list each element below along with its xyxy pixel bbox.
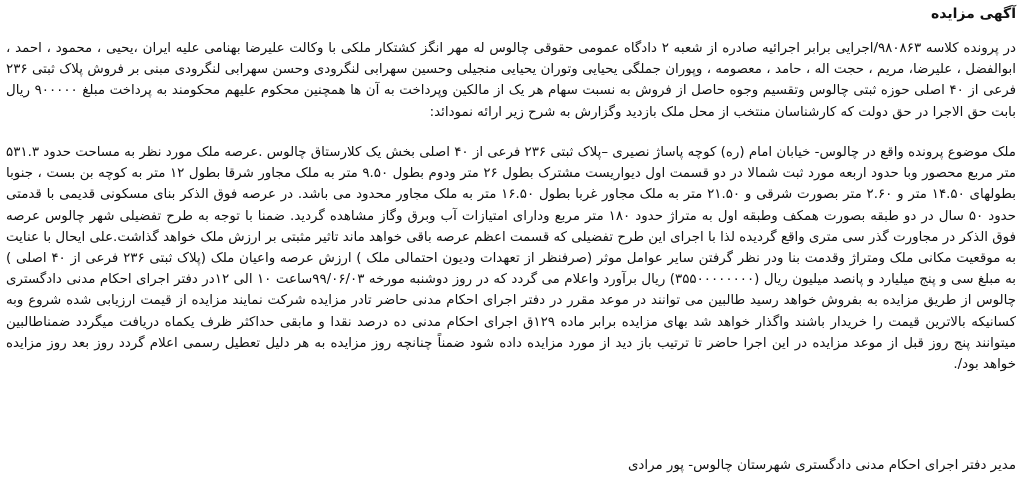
document-title: آگهی مزایده (930, 6, 1016, 22)
property-description-paragraph: ملک موضوع پرونده واقع در چالوس- خیابان امام (ره) کوچه پاساژ نصیری –پلاک ثبتی ۲۳۶ فرعی از ۴۰ اصلی بخش یک کلارستاق چالوس .عرصه ملک مورد نظر به مساحت حدود ۵۳۱.۳ متر مربع محصور وبا حدود اربعه مورد ثبت شمالا در دو قسمت اول دیواریست مشترک بطول ۲۶ متر ودوم بطول ۹.۵۰ متر به ملک مجاور شرقا بطول ۱۲ متر به کوچه بن بست ، جنوبا بطولهای ۱۴.۵۰ متر و ۲.۶۰ متر بصورت شرقی و ۲۱.۵۰ متر به ملک مجاور غربا بطول ۱۶.۵۰ متر به ملک مجاور محدود می باشد. در عرصه فوق الذکر بنای مسکونی قدیمی با قدمتی حدود ۵۰ سال در دو طبقه بصورت همکف وطبقه اول به متراژ حدود ۱۸۰ متر مربع ودارای امتیازات آب وبرق وگاز مشاهده گردید. ضمنا با توجه به طرح تفضیلی شهر چالوس عرصه فوق الذکر در مجاورت گذر سی متری واقع گردیده لذا با اجرای این طرح تفضیلی که قسمت اعظم عرصه باقی خواهد ماند تاثیر مثبتی بر ارزش ملک خواهد گذاشت.علی ایحال با عنایت به موقعیت مکانی ملک ومتراژ وقدمت بنا ودر نظر گرفتن سایر عوامل موثر (صرفنظر از تعهدات ودیون احتمالی ملک ) ارزش عرصه واعیان ملک (پلاک ثبتی ۲۳۶ فرعی از ۴۰ اصلی ) به مبلغ سی و پنج میلیارد و پانصد میلیون ریال (۳۵۵۰۰۰۰۰۰۰۰) ریال برآورد واعلام می گردد که در روز دوشنبه مورخه ۹۹/۰۶/۰۳ساعت ۱۰ الی ۱۲در دفتر اجرای احکام مدنی دادگستری چالوس از طریق مزایده به بفروش خواهد رسید طالبین می توانند در موعد مقرر در دفتر اجرای احکام مدنی حاضر تادر مزایده شرکت نمایند مزایده از قیمت ارزیابی شده شروع وبه کسانیکه بالاترین قیمت را خریدار باشند واگذار خواهد شد بهای مزایده برابر ماده ۱۲۹ق اجرای احکام مدنی ده درصد نقدا و مابقی حداکثر ظرف یکماه دریافت میگردد ضمناطالبین میتوانند پنج روز قبل از موعد مزایده در این اجرا حاضر تا ترتیب باز دید از مورد مزایده داده شود ضمناً چنانچه روز مزایده به هر دلیل تعطیل رسمی اعلام گردد روز بعد روز مزایده خواهد بود/. (6, 145, 1017, 373)
case-paragraph: در پرونده کلاسه ۹۸۰۸۶۳/اجرایی برابر اجرائیه صادره از شعبه ۲ دادگاه عمومی حقوقی چالوس له مهر انگز کشتکار ملکی با وکالت علیرضا بهنامی علیه ایران ،یحیی ، محمود ، احمد ، ابوالفضل ، علیرضا، مریم ، حجت اله ، حامد ، معصومه ، وپوران جملگی یحیایی وتوران یحیایی منجیلی وحسین سهرابی لنگرودی وحسن سهرابی لنگرودی مبنی بر فروش پلاک ثبتی ۲۳۶ فرعی از ۴۰ اصلی حوزه ثبتی چالوس وتقسیم وجوه حاصل از فروش به نسبت سهام هر یک از مالکین وپرداخت به آن ها همچنین محکوم علیهم محکومند به پرداخت مبلغ ۹۰۰۰۰۰ ریال بابت حق الاجرا در حق دولت که کارشناسان منتخب از محل ملک بازدید وگزارش به شرح زیر ارائه نمودائد: (6, 41, 1017, 120)
signature-line: مدیر دفتر اجرای احکام مدنی دادگستری شهرستان چالوس- پور مرادی (627, 458, 1016, 473)
